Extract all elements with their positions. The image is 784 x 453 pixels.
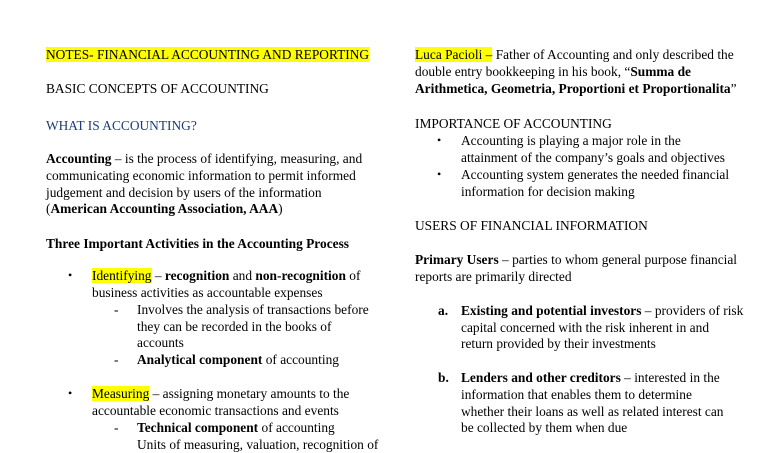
- users-heading: USERS OF FINANCIAL INFORMATION: [415, 218, 648, 233]
- measuring-line-2: accountable economic transactions and events: [92, 403, 339, 418]
- bullet-icon: •: [437, 133, 442, 147]
- investors-line-2: capital concerned with the risk inherent in and: [461, 320, 710, 335]
- importance-1-line-2: attainment of the company’s goals and objectives: [461, 150, 726, 165]
- dash-icon: -: [114, 420, 119, 435]
- document-title: NOTES- FINANCIAL ACCOUNTING AND REPORTING: [46, 47, 370, 62]
- measuring-line-1: Measuring – assigning monetary amounts to the: [92, 386, 350, 401]
- pacioli-line-2: double entry bookkeeping in his book, “Summa de: [415, 64, 691, 79]
- dash-icon: -: [114, 302, 119, 317]
- identifying-line-1: Identifying – recognition and non-recognition of: [92, 268, 361, 283]
- section-subtitle: BASIC CONCEPTS OF ACCOUNTING: [46, 81, 269, 96]
- definition-line-4: (American Accounting Association, AAA): [46, 201, 283, 216]
- definition-line-1: Accounting – is the process of identifying, measuring, and: [46, 151, 363, 166]
- bullet-icon: •: [68, 268, 73, 282]
- definition-line-2: communicating economic information to permit informed: [46, 168, 356, 183]
- importance-1-line-1: Accounting is playing a major role in the: [461, 133, 681, 148]
- sub4-line-partial: Units of measuring, valuation, recognition of: [137, 437, 379, 452]
- sub3-line: Technical component of accounting: [137, 420, 335, 435]
- bullet-icon: •: [68, 386, 73, 400]
- importance-heading: IMPORTANCE OF ACCOUNTING: [415, 116, 612, 131]
- list-label-b: b.: [438, 370, 449, 385]
- list-label-a: a.: [438, 303, 449, 318]
- sub1-line-1: Involves the analysis of transactions before: [137, 302, 369, 317]
- investors-line-1: Existing and potential investors – providers of risk: [461, 303, 744, 318]
- primary-users-line-2: reports are primarily directed: [415, 269, 572, 284]
- lenders-line-2: information that enables them to determine: [461, 387, 692, 402]
- lenders-line-1: Lenders and other creditors – interested in the: [461, 370, 720, 385]
- investors-line-3: return provided by their investments: [461, 336, 656, 351]
- importance-2-line-2: information for decision making: [461, 184, 635, 199]
- bullet-icon: •: [437, 167, 442, 181]
- pacioli-line-1: Luca Pacioli – Father of Accounting and only described the: [415, 47, 734, 62]
- identifying-line-2: business activities as accountable expenses: [92, 285, 323, 300]
- pacioli-line-3: Arithmetica, Geometria, Proportioni et Proportionalita”: [415, 81, 737, 96]
- sub1-line-2: they can be recorded in the books of: [137, 319, 332, 334]
- lenders-line-4: be collected by them when due: [461, 420, 628, 435]
- definition-line-3: judgement and decision by users of the information: [46, 185, 322, 200]
- sub1-line-3: accounts: [137, 335, 184, 350]
- importance-2-line-1: Accounting system generates the needed financial: [461, 167, 730, 182]
- sub2-line: Analytical component of accounting: [137, 352, 339, 367]
- activities-heading: Three Important Activities in the Accounting Process: [46, 236, 350, 251]
- lenders-line-3: whether their loans as well as related interest can: [461, 404, 724, 419]
- primary-users-line-1: Primary Users – parties to whom general purpose financial: [415, 252, 738, 267]
- what-is-accounting-heading: WHAT IS ACCOUNTING?: [46, 118, 197, 133]
- dash-icon: -: [114, 352, 119, 367]
